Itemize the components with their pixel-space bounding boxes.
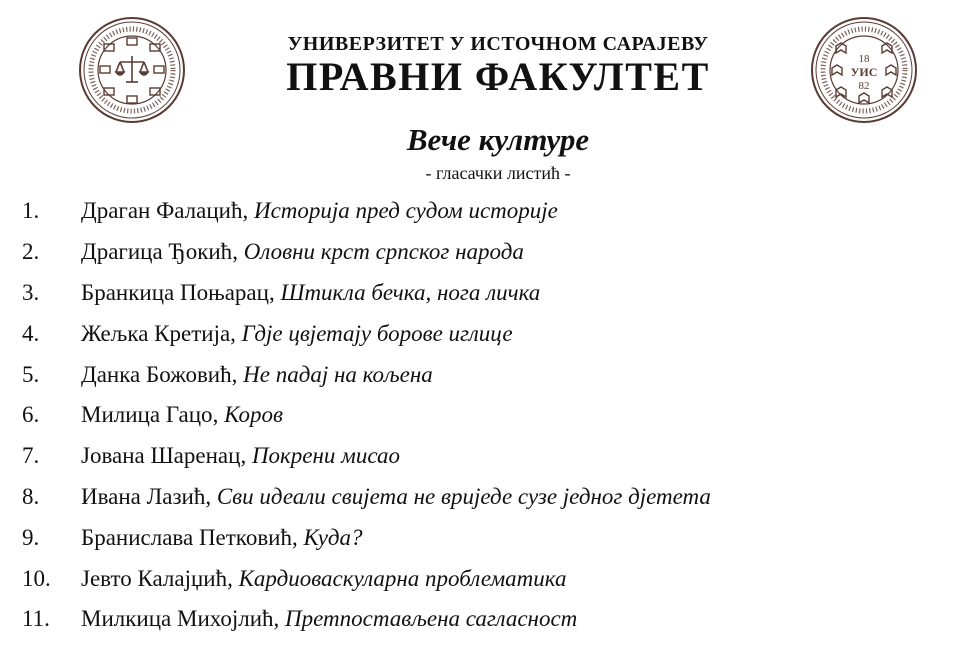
item-title: Куда?: [303, 524, 363, 550]
item-title: Не падај на кољена: [243, 361, 433, 387]
item-number: 1.: [22, 198, 40, 224]
item-author: Бранислава Петковић: [81, 524, 292, 550]
university-name: УНИВЕРЗИТЕТ У ИСТОЧНОМ САРАЈЕВУ: [287, 33, 709, 55]
item-title: Штикла бечка, нога личка: [280, 279, 541, 305]
item-title: Оловни крст српског народа: [243, 239, 524, 265]
item-number: 5.: [22, 361, 40, 387]
list-item: 8. Ивана Лазић , Сви идеали свијета не вриједе сузе једног дјетета: [22, 483, 711, 509]
item-number: 2.: [22, 239, 40, 265]
list-item: 2. Драгица Ђокић , Оловни крст српског народа: [22, 239, 524, 265]
list-item: 5. Данка Божовић , Не падај на кољена: [22, 361, 433, 387]
item-author: Јевто Калајџић: [81, 565, 228, 591]
item-number: 7.: [22, 443, 40, 469]
event-subtitle: - гласачки листић -: [425, 163, 571, 183]
item-author: Жељка Кретија: [81, 320, 231, 346]
document-header: [200, 32, 796, 98]
item-title: Коров: [224, 402, 283, 428]
item-title: Сви идеали свијета не вриједе сузе једног дјетета: [216, 483, 711, 509]
item-number: 9.: [22, 524, 40, 550]
item-author: Ивана Лазић: [81, 483, 206, 509]
item-number: 4.: [22, 320, 40, 346]
item-title: Историја пред судом историје: [253, 198, 558, 224]
item-number: 10.: [22, 565, 51, 591]
item-author: Данка Божовић: [81, 361, 232, 387]
seal-year-top: 18: [858, 53, 870, 65]
item-author: Бранкица Поњарац: [81, 279, 269, 305]
event-title: Вече културе: [406, 122, 590, 157]
seal-year-bottom: 82: [858, 80, 870, 92]
item-number: 3.: [22, 279, 40, 305]
item-author: Драган Фалацић: [81, 198, 243, 224]
list-item: 3. Бранкица Поњарац , Штикла бечка, нога личка: [22, 279, 541, 305]
list-item: 4. Жељка Кретија , Гдје цвјетају борове иглице: [22, 320, 513, 346]
seal-initials: УИС: [850, 65, 878, 79]
ballot-list: [22, 191, 711, 640]
list-item: 1. Драган Фалацић , Историја пред судом историје: [22, 198, 558, 224]
item-title: Кардиоваскуларна проблематика: [238, 565, 567, 591]
list-item: 7. Јована Шаренац , Покрени мисао: [22, 443, 400, 469]
item-title: Гдје цвјетају борове иглице: [241, 320, 513, 346]
list-item: 9. Бранислава Петковић , Куда?: [22, 524, 363, 550]
item-number: 8.: [22, 483, 40, 509]
item-number: 11.: [22, 606, 50, 632]
faculty-name: ПРАВНИ ФАКУЛТЕТ: [286, 54, 710, 99]
item-author: Јована Шаренац: [81, 443, 241, 469]
item-number: 6.: [22, 402, 40, 428]
list-item: 6. Милица Гацо , Коров: [22, 402, 283, 428]
list-item: 10. Јевто Калајџић , Кардиоваскуларна проблематика: [22, 565, 567, 591]
item-author: Драгица Ђокић: [81, 239, 233, 265]
list-item: 11. Милкица Михојлић , Претпостављена сагласност: [22, 606, 578, 632]
item-title: Претпостављена сагласност: [285, 606, 578, 632]
item-author: Милкица Михојлић: [81, 606, 274, 632]
item-author: Милица Гацо: [81, 402, 213, 428]
item-title: Покрени мисао: [251, 443, 400, 469]
faculty-seal-icon: [78, 16, 186, 124]
university-seal-icon: [810, 16, 918, 124]
